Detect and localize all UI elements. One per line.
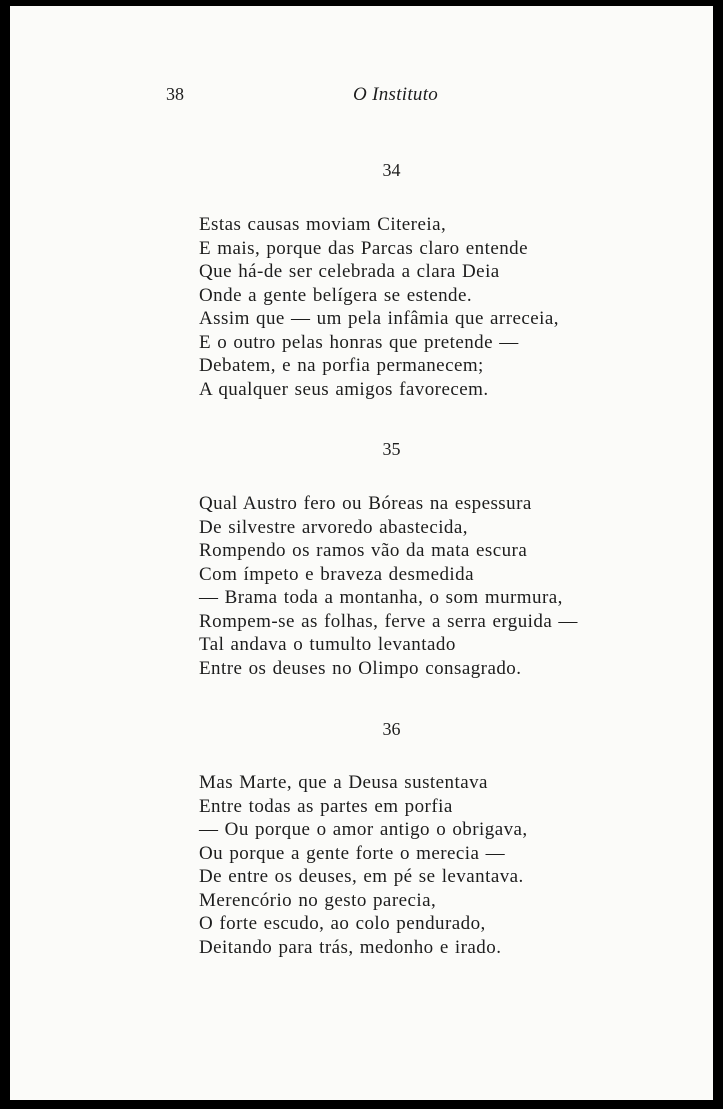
verse-line: Qual Austro fero ou Bóreas na espessura xyxy=(199,493,532,514)
verse-line: — Ou porque o amor antigo o obrigava, xyxy=(199,819,528,840)
verse-line: De silvestre arvoredo abastecida, xyxy=(199,516,468,538)
verse-line: Tal andava o tumulto levantado xyxy=(199,634,456,655)
stanza-number-34: 34 xyxy=(382,160,401,180)
book-page xyxy=(10,6,713,1100)
verse-line: O forte escudo, ao colo pendurado, xyxy=(199,913,486,934)
stanza-number-35: 35 xyxy=(382,439,401,459)
verse-line: Estas causas moviam Citereia, xyxy=(199,214,447,235)
verse-line: Onde a gente belígera se estende. xyxy=(199,284,473,306)
verse-line: Debatem, e na porfia permanecem; xyxy=(199,355,484,376)
verse-line: Rompem-se as folhas, ferve a serra erguida — xyxy=(199,610,578,632)
stanza-number-36: 36 xyxy=(382,719,401,739)
verse-line: Que há-de ser celebrada a clara Deia xyxy=(199,261,500,282)
verse-line: Merencório no gesto parecia, xyxy=(199,889,437,911)
verse-line: E mais, porque das Parcas claro entende xyxy=(199,237,529,259)
verse-line: E o outro pelas honras que pretende — xyxy=(199,331,519,353)
stanza-34 xyxy=(199,213,619,401)
verse-line: Rompendo os ramos vão da mata escura xyxy=(199,540,528,561)
verse-line: Mas Marte, que a Deusa sustentava xyxy=(199,772,488,793)
running-title: O Instituto xyxy=(353,84,439,105)
page-number: 38 xyxy=(166,84,184,104)
verse-line: A qualquer seus amigos favorecem. xyxy=(199,378,489,400)
verse-line: Ou porque a gente forte o merecia — xyxy=(199,842,506,864)
verse-line: Entre os deuses no Olimpo consagrado. xyxy=(199,657,522,679)
page-header xyxy=(10,84,713,112)
verse-line: Assim que — um pela infâmia que arreceia, xyxy=(199,308,559,329)
stanza-36 xyxy=(199,771,619,959)
verse-line: Entre todas as partes em porfia xyxy=(199,795,453,817)
verse-line: — Brama toda a montanha, o som murmura, xyxy=(199,587,563,608)
verse-line: Deitando para trás, medonho e irado. xyxy=(199,936,502,958)
verse-line: Com ímpeto e braveza desmedida xyxy=(199,563,474,585)
verse-line: De entre os deuses, em pé se levantava. xyxy=(199,866,524,887)
stanza-35 xyxy=(199,492,619,680)
